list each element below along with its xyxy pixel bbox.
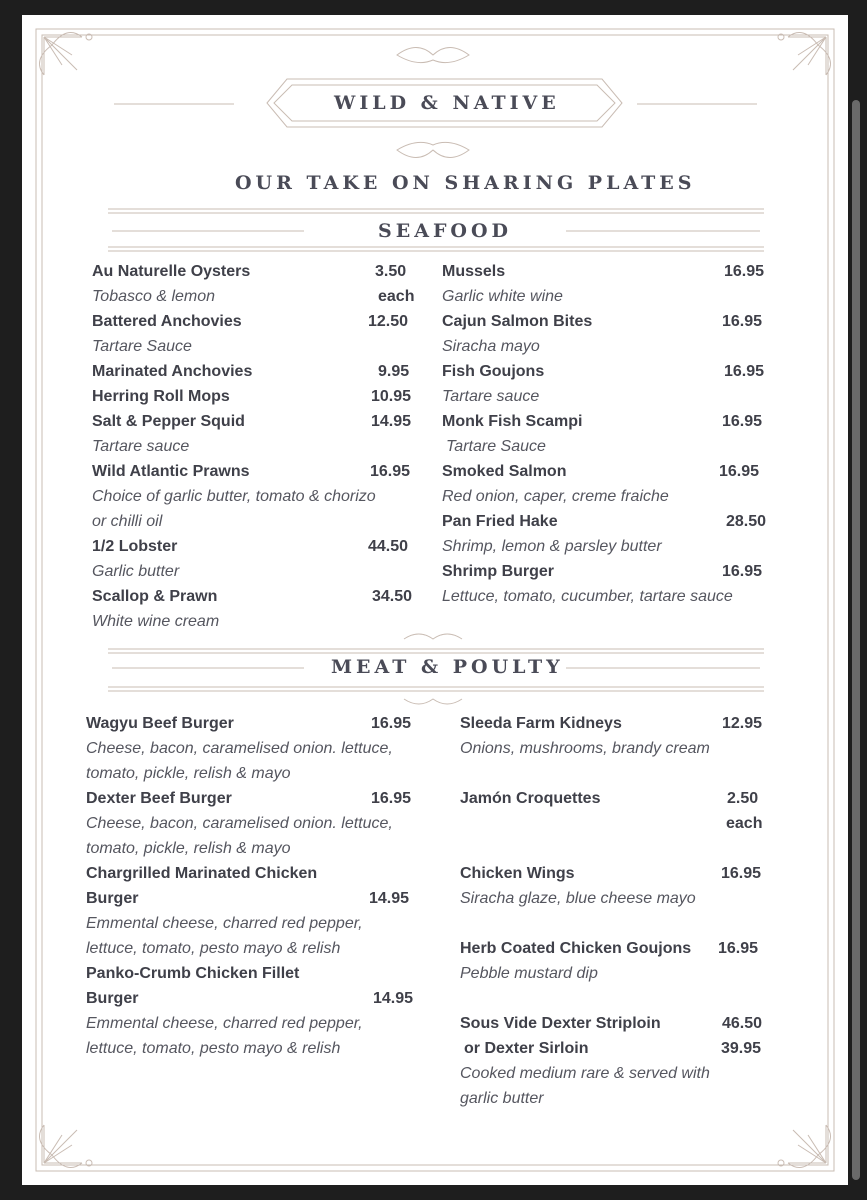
menu-item-description: garlic butter [460, 1090, 544, 1107]
menu-item-description: Red onion, caper, creme fraiche [442, 488, 669, 505]
menu-item-name: Chargrilled Marinated Chicken [86, 865, 318, 882]
menu-item-name: Chicken Wings [460, 865, 575, 882]
menu-item-description: Emmental cheese, charred red pepper, [86, 1015, 363, 1032]
menu-item-description: Cheese, bacon, caramelised onion. lettuce, [86, 740, 393, 757]
menu-item-description: Cheese, bacon, caramelised onion. lettuce, [86, 815, 393, 832]
menu-item-description: Shrimp, lemon & parsley butter [442, 538, 662, 555]
menu-item-description: Onions, mushrooms, brandy cream [460, 740, 710, 757]
menu-item-description: Tobasco & lemon [92, 288, 216, 305]
menu-title: WILD & NATIVE [334, 92, 560, 114]
menu-item-name: Cajun Salmon Bites [442, 313, 593, 330]
menu-item-description: Garlic butter [92, 563, 180, 580]
menu-item-price: 16.95 [719, 463, 760, 480]
menu-item-price: 16.95 [722, 313, 763, 330]
menu-item-name: Panko-Crumb Chicken Fillet [86, 965, 300, 982]
menu-item-name: Monk Fish Scampi [442, 413, 583, 430]
menu-item-description: Siracha glaze, blue cheese mayo [460, 890, 696, 907]
menu-item-description: Tartare Sauce [446, 438, 546, 455]
menu-item-price: 16.95 [371, 790, 412, 807]
menu-item-price: 16.95 [370, 463, 411, 480]
menu-item-price: 44.50 [368, 538, 409, 555]
menu-item-description: Emmental cheese, charred red pepper, [86, 915, 363, 932]
menu-item-price: 9.95 [378, 363, 410, 380]
menu-item-price: 46.50 [722, 1015, 763, 1032]
menu-item-description: Choice of garlic butter, tomato & chorizo [92, 488, 376, 505]
menu-item-price: 12.95 [722, 715, 763, 732]
menu-item-price: 10.95 [371, 388, 412, 405]
menu-item-description: tomato, pickle, relish & mayo [86, 840, 291, 857]
menu-item-name: Wild Atlantic Prawns [92, 463, 250, 480]
menu-item-name: Scallop & Prawn [92, 588, 218, 605]
scrollbar[interactable] [852, 100, 860, 1180]
menu-item-price: 28.50 [726, 513, 767, 530]
menu-item-name: Jamón Croquettes [460, 790, 601, 807]
menu-item-name: Sleeda Farm Kidneys [460, 715, 622, 732]
menu-item-name: Au Naturelle Oysters [92, 263, 251, 280]
menu-item-description: or chilli oil [92, 513, 163, 530]
menu-item-description: Cooked medium rare & served with [460, 1065, 710, 1082]
menu-item-price: 39.95 [721, 1040, 762, 1057]
menu-item-price-note: each [726, 815, 763, 832]
menu-item-name: Mussels [442, 263, 506, 280]
menu-item-description: lettuce, tomato, pesto mayo & relish [86, 1040, 341, 1057]
menu-item-description: Tartare Sauce [92, 338, 192, 355]
menu-item-name: Dexter Beef Burger [86, 790, 232, 807]
menu-item-price: 14.95 [373, 990, 414, 1007]
menu-item-price: 16.95 [718, 940, 759, 957]
menu-item-name: Fish Goujons [442, 363, 545, 380]
menu-item-name: Smoked Salmon [442, 463, 567, 480]
menu-item-price: 16.95 [724, 263, 765, 280]
menu-item-price: 14.95 [369, 890, 410, 907]
menu-item-name: 1/2 Lobster [92, 538, 178, 555]
menu-item-description: Pebble mustard dip [460, 965, 598, 982]
menu-item-price: 34.50 [372, 588, 413, 605]
menu-item-name: Wagyu Beef Burger [86, 715, 234, 732]
menu-item-price: 16.95 [722, 563, 763, 580]
menu-item-price: 2.50 [727, 790, 759, 807]
menu-item-price: 16.95 [722, 413, 763, 430]
menu-item-name: or Dexter Sirloin [464, 1040, 589, 1057]
menu-page [22, 15, 848, 1185]
menu-item-price: 16.95 [724, 363, 765, 380]
menu-item-name: Salt & Pepper Squid [92, 413, 245, 430]
menu-item-name: Burger [86, 990, 139, 1007]
meat-heading: MEAT & POULTY [331, 656, 564, 678]
menu-item-description: Siracha mayo [442, 338, 540, 355]
menu-item-description: Tartare sauce [92, 438, 190, 455]
menu-item-price: 14.95 [371, 413, 412, 430]
menu-item-description: Tartare sauce [442, 388, 540, 405]
menu-item-price: 16.95 [371, 715, 412, 732]
menu-item-name: Pan Fried Hake [442, 513, 558, 530]
menu-subtitle: OUR TAKE ON SHARING PLATES [235, 172, 696, 194]
menu-item-description: Lettuce, tomato, cucumber, tartare sauce [442, 588, 733, 605]
menu-item-description: lettuce, tomato, pesto mayo & relish [86, 940, 341, 957]
menu-item-description: Garlic white wine [442, 288, 563, 305]
seafood-heading: SEAFOOD [378, 220, 513, 242]
menu-item-price: 12.50 [368, 313, 409, 330]
menu-item-price: 3.50 [375, 263, 407, 280]
menu-item-name: Sous Vide Dexter Striploin [460, 1015, 661, 1032]
menu-item-price-note: each [378, 288, 415, 305]
menu-item-name: Herring Roll Mops [92, 388, 230, 405]
menu-item-price: 16.95 [721, 865, 762, 882]
menu-item-name: Burger [86, 890, 139, 907]
menu-item-name: Battered Anchovies [92, 313, 242, 330]
menu-item-description: tomato, pickle, relish & mayo [86, 765, 291, 782]
menu-item-description: White wine cream [92, 613, 220, 630]
menu-item-name: Herb Coated Chicken Goujons [460, 940, 692, 957]
menu-item-name: Marinated Anchovies [92, 363, 253, 380]
menu-item-name: Shrimp Burger [442, 563, 555, 580]
